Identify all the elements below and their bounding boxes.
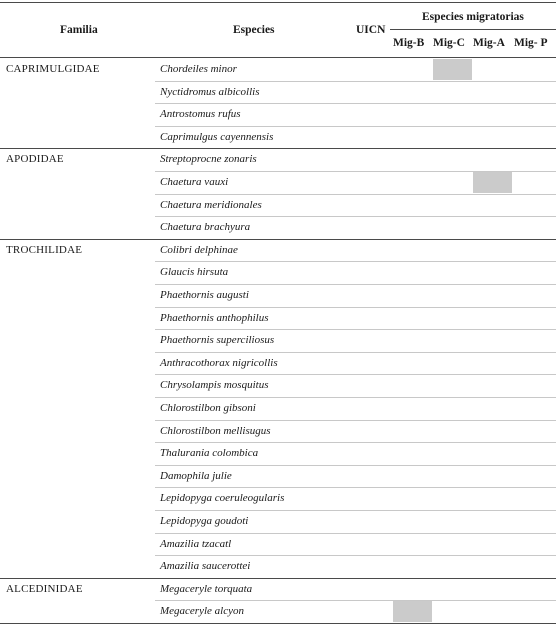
row-separator	[155, 329, 556, 330]
migration-marker-mig-a	[473, 172, 512, 194]
row-separator	[155, 487, 556, 488]
family-label: TROCHILIDAE	[6, 243, 83, 256]
species-name: Phaethornis anthophilus	[160, 311, 269, 324]
row-separator	[155, 216, 556, 217]
row-separator	[155, 442, 556, 443]
header-bottom-rule	[0, 57, 556, 58]
header-especies: Especies	[233, 24, 275, 36]
species-name: Chaetura meridionales	[160, 198, 262, 211]
row-separator	[155, 465, 556, 466]
species-name: Amazilia tzacatl	[160, 537, 232, 550]
species-name: Chrysolampis mosquitus	[160, 379, 269, 392]
species-name: Colibri delphinae	[160, 243, 238, 256]
species-name: Chlorostilbon mellisugus	[160, 424, 271, 437]
row-separator	[155, 555, 556, 556]
row-separator	[155, 397, 556, 398]
header-mig-b: Mig-B	[393, 37, 425, 49]
header-mig-a: Mig-A	[473, 37, 505, 49]
species-name: Antrostomus rufus	[160, 108, 241, 121]
header-especies-migratorias: Especies migratorias	[422, 11, 524, 23]
species-name: Caprimulgus cayennensis	[160, 130, 274, 143]
row-separator	[155, 420, 556, 421]
species-name: Amazilia saucerottei	[160, 560, 251, 573]
species-name: Glaucis hirsuta	[160, 266, 229, 279]
row-separator	[155, 374, 556, 375]
species-name: Streptoprocne zonaris	[160, 153, 257, 166]
row-separator	[155, 194, 556, 195]
family-label: ALCEDINIDAE	[6, 582, 83, 595]
species-name: Chlorostilbon gibsoni	[160, 402, 256, 414]
row-separator	[155, 126, 556, 127]
row-separator	[155, 352, 556, 353]
species-name: Phaethornis superciliosus	[160, 334, 275, 347]
species-name: Chaetura vauxi	[160, 176, 229, 188]
species-name: Megaceryle alcyon	[160, 605, 244, 618]
species-name: Damophila julie	[160, 469, 232, 482]
migration-marker-mig-b	[393, 601, 432, 623]
family-separator	[0, 148, 556, 149]
header-familia: Familia	[60, 24, 98, 36]
row-separator	[155, 510, 556, 511]
species-name: Thalurania colombica	[160, 447, 259, 460]
header-mig-p: Mig- P	[514, 37, 548, 49]
row-separator	[155, 600, 556, 601]
species-name: Phaethornis augusti	[160, 289, 249, 301]
row-separator	[155, 261, 556, 262]
species-name: Anthracothorax nigricollis	[160, 356, 278, 369]
family-label: CAPRIMULGIDAE	[6, 63, 100, 75]
table-top-rule	[0, 2, 556, 3]
species-name: Nyctidromus albicollis	[160, 85, 260, 98]
family-separator	[0, 239, 556, 240]
family-separator	[0, 623, 556, 624]
row-separator	[155, 103, 556, 104]
header-uicn: UICN	[356, 24, 386, 36]
row-separator	[155, 533, 556, 534]
species-name: Megaceryle torquata	[160, 582, 253, 595]
migration-marker-mig-c	[433, 59, 472, 81]
species-name: Chordeiles minor	[160, 63, 237, 75]
header-mig-c: Mig-C	[433, 37, 465, 49]
row-separator	[155, 284, 556, 285]
family-label: APODIDAE	[6, 153, 64, 166]
migratorias-underline	[390, 29, 556, 30]
species-name: Lepidopyga goudoti	[160, 515, 249, 527]
family-separator	[0, 578, 556, 579]
species-name: Chaetura brachyura	[160, 221, 251, 234]
row-separator	[155, 81, 556, 82]
species-name: Lepidopyga coeruleogularis	[160, 492, 285, 505]
row-separator	[155, 307, 556, 308]
